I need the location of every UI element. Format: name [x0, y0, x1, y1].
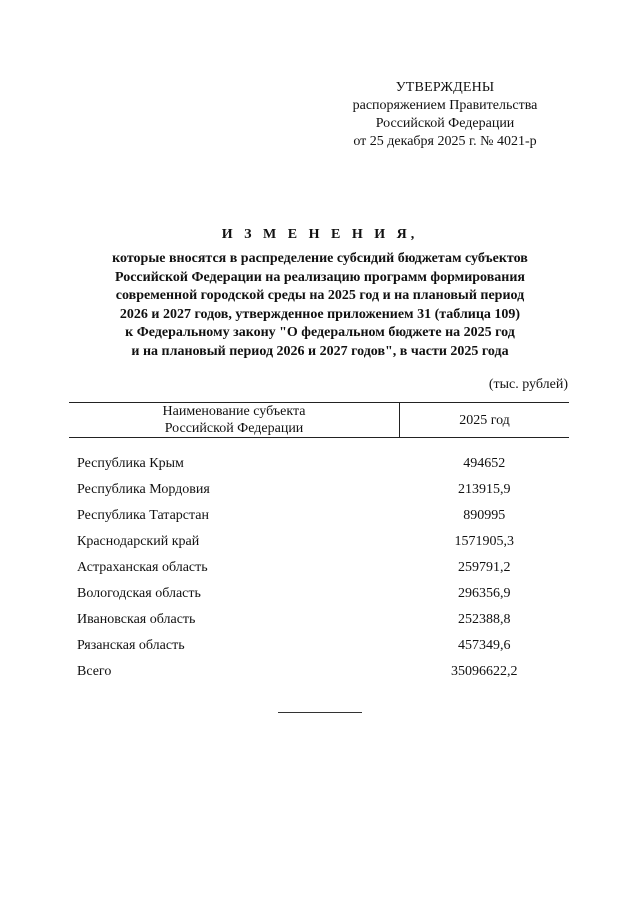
subsidy-value: 494652: [463, 456, 506, 471]
subtitle-line: и на плановый период 2026 и 2027 годов", в части 2025 года: [131, 343, 509, 359]
subtitle-line: современной городской среды на 2025 год и на плановый период: [115, 288, 525, 303]
region-name: Ивановская область: [77, 612, 196, 627]
table-row: [69, 451, 569, 477]
subsidy-value: 890995: [463, 508, 506, 523]
document-title: И З М Е Н Е Н И Я,: [221, 227, 419, 242]
column-header-name: [69, 403, 400, 438]
subsidy-table: [69, 402, 569, 685]
region-name: Рязанская область: [77, 638, 185, 653]
total-label: Всего: [77, 664, 112, 679]
column-header-name-line: Наименование субъекта: [162, 404, 306, 419]
approval-heading: УТВЕРЖДЕНЫ: [395, 80, 495, 95]
region-name: Республика Татарстан: [77, 508, 210, 523]
subsidy-value: 457349,6: [458, 638, 511, 653]
approval-stamp: [330, 79, 560, 151]
subtitle-line: которые вносятся в распределение субсидий бюджетам субъектов: [112, 251, 528, 266]
end-divider: [278, 712, 362, 713]
subsidy-value: 252388,8: [458, 612, 511, 627]
subsidy-value: 213915,9: [458, 482, 511, 497]
table-row: [69, 633, 569, 659]
approval-line: распоряжением Правительства: [352, 98, 538, 113]
table-row: [69, 555, 569, 581]
subtitle-line: 2026 и 2027 годов, утвержденное приложением 31 (таблица 109): [119, 306, 521, 322]
approval-line: от 25 декабря 2025 г. № 4021-р: [353, 134, 537, 149]
region-name: Республика Крым: [77, 456, 184, 471]
table-row: [69, 529, 569, 555]
subtitle-line: Российской Федерации на реализацию программ формирования: [115, 269, 525, 285]
subsidy-value: 1571905,3: [454, 534, 514, 549]
subtitle-line: к Федеральному закону "О федеральном бюджете на 2025 год: [125, 325, 515, 340]
table-row: [69, 581, 569, 607]
region-name: Вологодская область: [77, 586, 201, 601]
region-name: Республика Мордовия: [77, 482, 210, 497]
table-row: [69, 607, 569, 633]
column-header-name-line: Российской Федерации: [164, 421, 304, 436]
approval-line: Российской Федерации: [375, 116, 515, 131]
table-row: [69, 477, 569, 503]
document-subtitle: [60, 250, 580, 361]
total-value: 35096622,2: [451, 664, 518, 679]
table-spacer-row: [69, 438, 569, 452]
table-row: [69, 503, 569, 529]
region-name: Краснодарский край: [77, 534, 200, 549]
units-label: (тыс. рублей): [488, 377, 568, 392]
table-header-row: [69, 403, 569, 438]
region-name: Астраханская область: [77, 560, 208, 575]
column-header-year: 2025 год: [400, 403, 570, 438]
subsidy-value: 296356,9: [458, 586, 511, 601]
subsidy-value: 259791,2: [458, 560, 511, 575]
table-total-row: [69, 659, 569, 685]
